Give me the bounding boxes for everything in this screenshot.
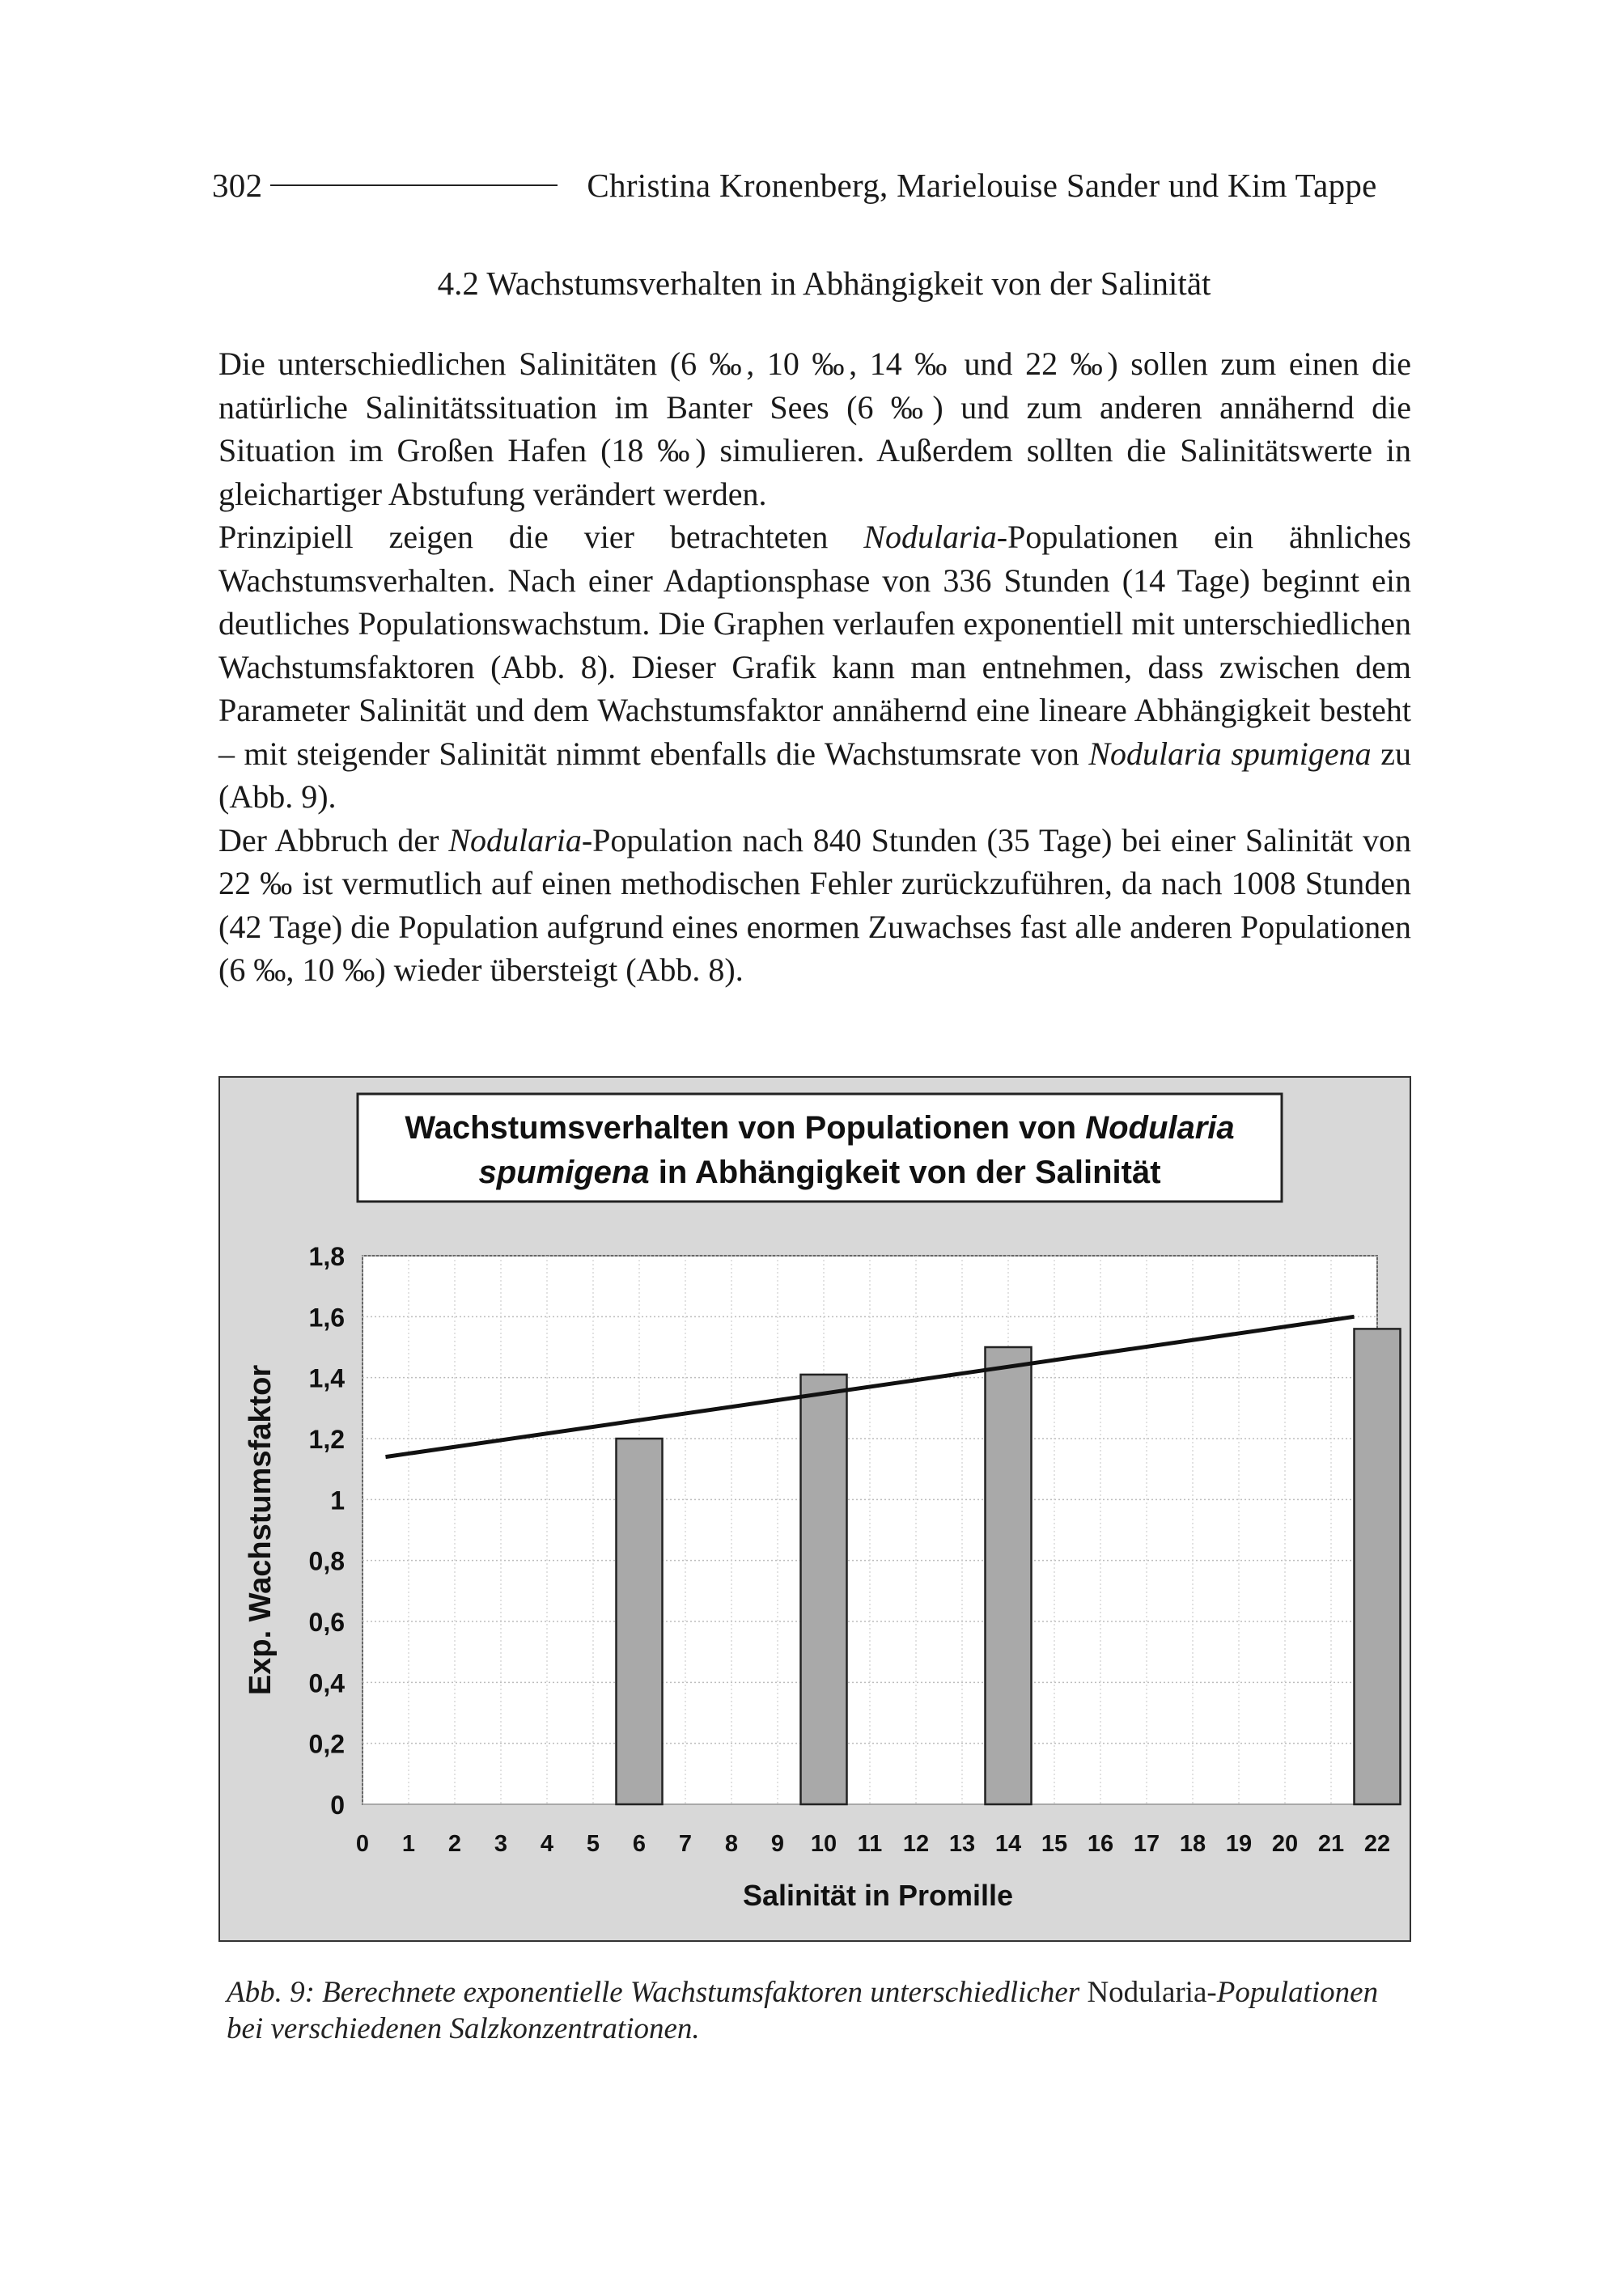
x-tick-label: 2 bbox=[447, 1831, 462, 1857]
x-tick-label: 10 bbox=[810, 1831, 837, 1857]
x-tick-label: 6 bbox=[632, 1831, 647, 1857]
x-tick-labels bbox=[356, 1831, 1390, 1857]
body-text bbox=[218, 342, 1411, 992]
x-tick-label: 13 bbox=[948, 1831, 976, 1857]
bar bbox=[801, 1375, 847, 1804]
x-tick-label: 3 bbox=[494, 1831, 508, 1857]
y-tick-label: 1,6 bbox=[308, 1303, 345, 1333]
paragraph-2: Prinzipiell zeigen die vier betrachteten Nodularia-Populationen ein ähnliches Wachstumsverhalten. Nach einer Adaptionsphase von 336 Stunden (14 Tage) beginnt ein deutliches Populationswachstum. Die Graphen verlaufen exponentiell mit unterschiedlichen Wachstumsfaktoren (Abb. 8). Dieser Grafik kann man entnehmen, dass zwischen dem Parameter Salinität und dem Wachstumsfaktor annähernd eine lineare Abhängigkeit besteht – mit steigender Salinität nimmt ebenfalls die Wachstumsrate von Nodularia spumigena zu (Abb. 9). bbox=[218, 519, 1411, 815]
x-tick-label: 14 bbox=[994, 1831, 1022, 1857]
x-tick-label: 11 bbox=[857, 1831, 883, 1857]
running-header bbox=[212, 166, 1410, 205]
x-tick-label: 20 bbox=[1271, 1831, 1299, 1857]
x-tick-label: 16 bbox=[1087, 1831, 1114, 1857]
paragraph-1: Die unterschiedlichen Salinitäten (6 ‰, 10 ‰, 14 ‰ und 22 ‰) sollen zum einen die natürliche Salinitätssituation im Banter Sees (6 ‰) und zum anderen annähernd die Situation im Großen Hafen (18 ‰) simulieren. Außerdem sollten die Salinitätswerte in gleichartiger Abstufung verändert werden. bbox=[218, 345, 1411, 512]
y-tick-label: 0,2 bbox=[308, 1729, 345, 1759]
x-tick-label: 9 bbox=[770, 1831, 785, 1857]
y-tick-label: 1,4 bbox=[308, 1363, 345, 1393]
bar bbox=[986, 1347, 1032, 1804]
x-tick-label: 18 bbox=[1179, 1831, 1206, 1857]
x-axis-label: Salinität in Promille bbox=[742, 1879, 1014, 1912]
x-tick-label: 4 bbox=[540, 1831, 554, 1857]
y-tick-label: 0 bbox=[330, 1791, 345, 1820]
figure-caption: Abb. 9: Berechnete exponentielle Wachstumsfaktoren unterschiedlicher Nodularia-Populationen bei verschiedenen Salzkonzentrationen. bbox=[227, 1976, 1379, 2045]
y-tick-label: 0,6 bbox=[308, 1608, 345, 1637]
chart-title-line1: Wachstumsverhalten von Populationen von Nodularia bbox=[405, 1110, 1235, 1146]
x-tick-label: 17 bbox=[1133, 1831, 1160, 1857]
y-tick-label: 0,4 bbox=[308, 1668, 345, 1698]
x-tick-label: 21 bbox=[1317, 1831, 1345, 1857]
header-rule bbox=[270, 184, 558, 186]
y-tick-label: 1 bbox=[330, 1486, 345, 1515]
bar bbox=[1355, 1329, 1401, 1804]
x-tick-label: 22 bbox=[1363, 1831, 1391, 1857]
x-tick-label: 8 bbox=[724, 1831, 739, 1857]
x-tick-label: 0 bbox=[355, 1831, 370, 1857]
y-tick-labels bbox=[309, 1242, 346, 1820]
x-tick-label: 12 bbox=[902, 1831, 930, 1857]
x-tick-label: 19 bbox=[1225, 1831, 1253, 1857]
y-tick-label: 1,8 bbox=[308, 1242, 345, 1271]
x-tick-label: 7 bbox=[678, 1831, 693, 1857]
y-tick-label: 0,8 bbox=[308, 1546, 345, 1576]
x-tick-label: 5 bbox=[586, 1831, 600, 1857]
header-authors: Christina Kronenberg, Marielouise Sander und Kim Tappe bbox=[587, 167, 1377, 204]
y-tick-label: 1,2 bbox=[308, 1425, 345, 1454]
bar bbox=[617, 1439, 663, 1804]
figure-chart bbox=[218, 1076, 1411, 1942]
x-tick-label: 1 bbox=[401, 1831, 416, 1857]
y-axis-label: Exp. Wachstumsfaktor bbox=[244, 1364, 278, 1696]
section-heading: 4.2 Wachstumsverhalten in Abhängigkeit von der Salinität bbox=[437, 265, 1211, 302]
page-number: 302 bbox=[212, 167, 263, 204]
x-tick-label: 15 bbox=[1041, 1831, 1068, 1857]
paragraph-3: Der Abbruch der Nodularia-Population nach 840 Stunden (35 Tage) bei einer Salinität von 22 ‰ ist vermutlich auf einen methodischen Fehler zurückzuführen, da nach 1008 Stunden (42 Tage) die Population aufgrund eines enormen Zuwachses fast alle anderen Populationen (6 ‰, 10 ‰) wieder übersteigt (Abb. 8). bbox=[218, 821, 1411, 988]
chart-svg bbox=[220, 1078, 1410, 1940]
chart-title-line2: spumigena in Abhängigkeit von der Salinität bbox=[478, 1155, 1161, 1190]
